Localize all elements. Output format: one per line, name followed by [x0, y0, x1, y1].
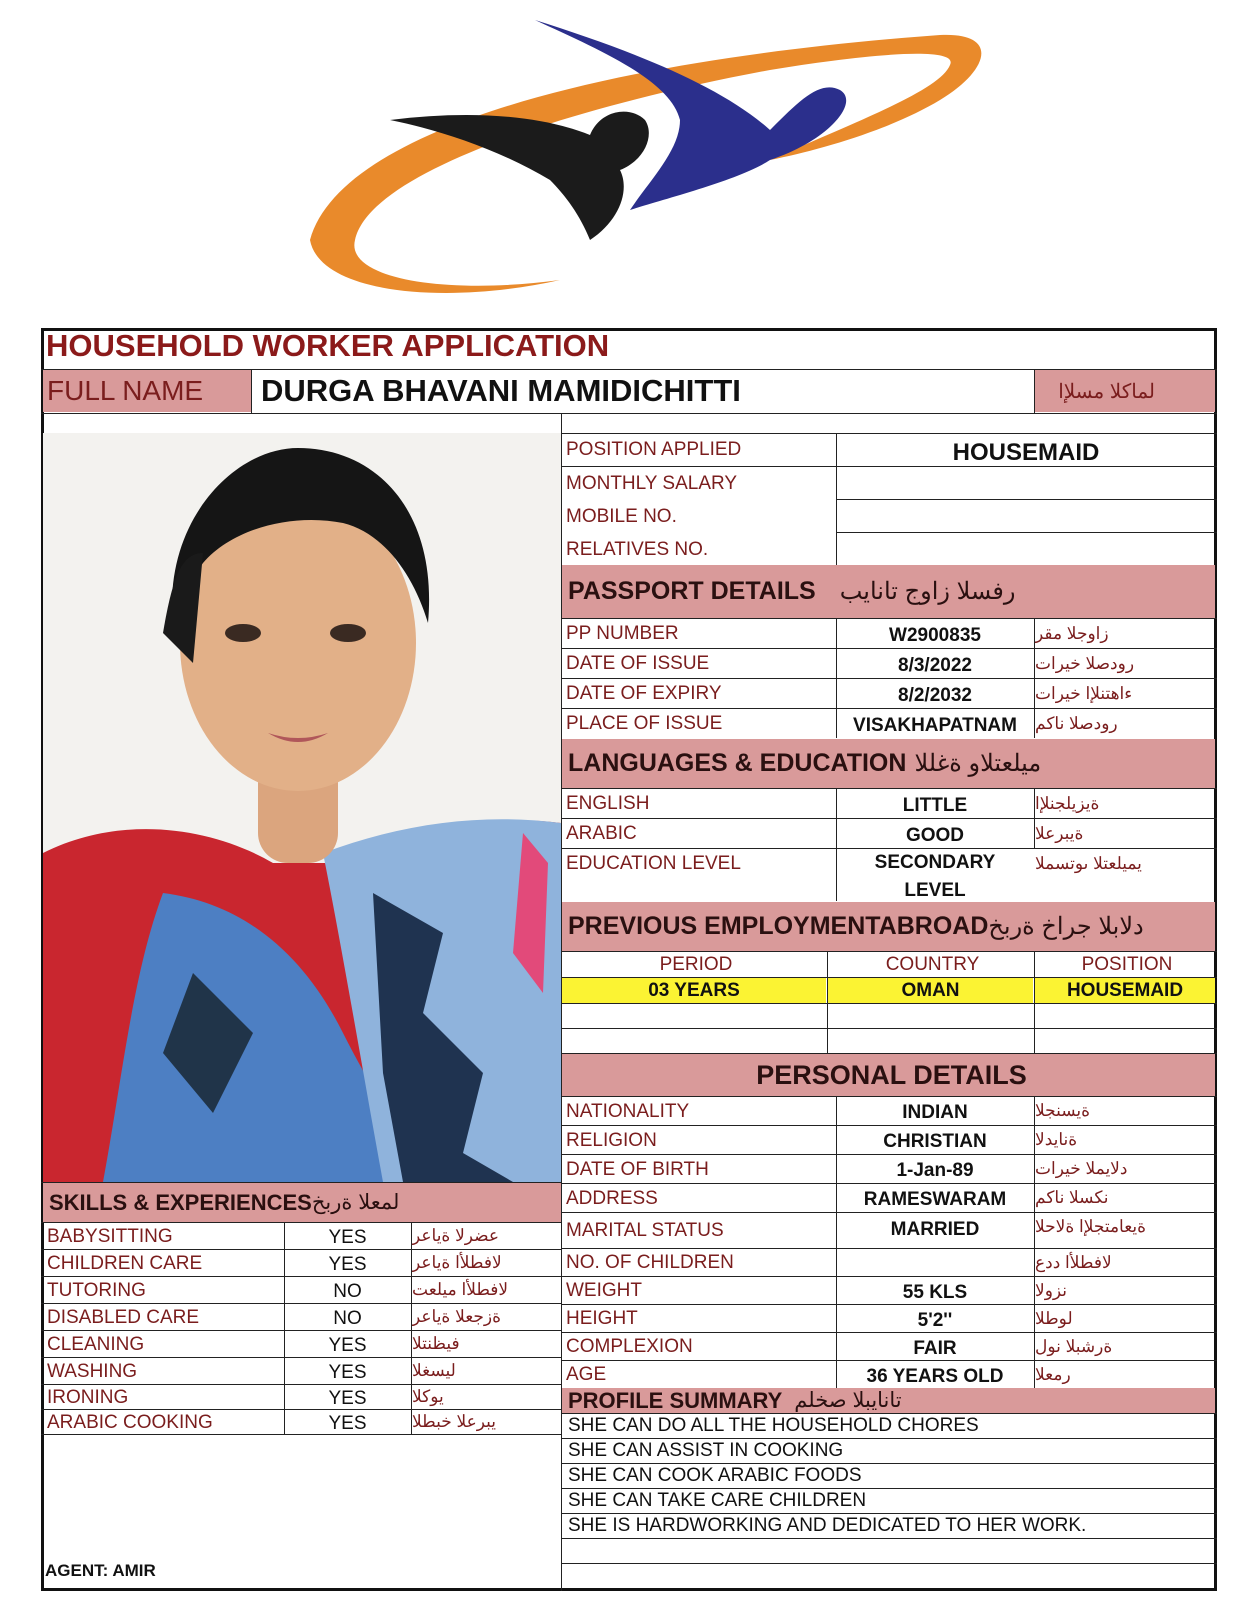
employment-section-header: [562, 902, 1215, 951]
passport-section-header: [562, 565, 1215, 618]
skill-label: IRONING: [47, 1386, 129, 1408]
date-of-birth-label: DATE OF BIRTH: [566, 1158, 709, 1180]
employment-title-arabic: دلابلا جراخ ةربخ: [988, 913, 1144, 940]
no-of-children-arabic: لافطلأا ددع: [1035, 1252, 1112, 1272]
height-label: HEIGHT: [566, 1308, 638, 1329]
education-level-label: EDUCATION LEVEL: [566, 853, 741, 874]
nationality-label: NATIONALITY: [566, 1100, 690, 1122]
date-of-issue-label: DATE OF ISSUE: [566, 653, 710, 674]
height-arabic: لوطلا: [1035, 1308, 1073, 1328]
employment-header-period: PERIOD: [659, 954, 733, 975]
arabic-label: ARABIC: [566, 823, 637, 844]
date-of-birth-value: 1-Jan-89: [896, 1160, 974, 1181]
mobile-no-value: [837, 500, 1215, 532]
languages-title: LANGUAGES & EDUCATION: [568, 749, 907, 777]
complexion-value: FAIR: [913, 1337, 957, 1359]
full-name-value: DURGA BHAVANI MAMIDICHITTI: [261, 373, 741, 408]
date-of-birth-arabic: دلايملا خيرات: [1035, 1159, 1128, 1178]
passport-title: PASSPORT DETAILS: [568, 577, 816, 605]
marital-status-label: MARITAL STATUS: [566, 1219, 724, 1241]
summary-line: SHE CAN DO ALL THE HOUSEHOLD CHORES: [568, 1415, 979, 1436]
weight-label: WEIGHT: [566, 1280, 642, 1301]
skill-label: TUTORING: [47, 1279, 146, 1301]
address-value: RAMESWARAM: [863, 1189, 1007, 1210]
complexion-label: COMPLEXION: [566, 1336, 693, 1357]
nationality-value: INDIAN: [902, 1102, 968, 1123]
skill-label: CHILDREN CARE: [47, 1252, 203, 1274]
skill-label: ARABIC COOKING: [47, 1411, 213, 1433]
skill-arabic: يوكلا: [412, 1387, 444, 1406]
weight-arabic: نزولا: [1035, 1280, 1068, 1300]
no-of-children-value: [837, 1249, 1033, 1276]
skill-value: YES: [328, 1254, 367, 1275]
company-logo: [300, 10, 1020, 310]
full-name-arabic: لماكلا مسلإا: [1035, 370, 1215, 412]
monthly-salary-value: [837, 467, 1215, 499]
summary-line: SHE CAN COOK ARABIC FOODS: [568, 1465, 862, 1486]
place-of-issue-label: PLACE OF ISSUE: [566, 713, 723, 734]
personal-section-header: PERSONAL DETAILS: [562, 1054, 1215, 1096]
skill-label: BABYSITTING: [47, 1225, 173, 1247]
arabic-value: GOOD: [905, 824, 965, 846]
place-of-issue-arabic: رودصلا ناكم: [1035, 713, 1118, 733]
weight-value: 55 KLS: [902, 1281, 968, 1303]
form-title: HOUSEHOLD WORKER APPLICATION: [46, 328, 610, 363]
skill-value: YES: [328, 1362, 367, 1383]
religion-arabic: ةنايدلا: [1035, 1130, 1078, 1149]
summary-title-arabic: تانايبلا صخلم: [794, 1389, 902, 1412]
skill-value: YES: [328, 1227, 367, 1248]
place-of-issue-value: VISAKHAPATNAM: [853, 714, 1017, 736]
employment-row-country: OMAN: [828, 978, 1033, 1003]
date-of-issue-arabic: رودصلا خيرات: [1035, 653, 1135, 673]
nationality-arabic: ةيسنجلا: [1035, 1101, 1091, 1120]
arabic-arabic: ةيبرعلا: [1035, 823, 1084, 843]
employment-header-country: COUNTRY: [885, 954, 980, 975]
skill-arabic: ليسغلا: [412, 1361, 456, 1380]
address-arabic: نكسلا ناكم: [1035, 1188, 1109, 1207]
pp-number-value: W2900835: [889, 624, 981, 646]
languages-section-header: [562, 739, 1215, 788]
skills-title-arabic: لمعلا ةربخ: [311, 1191, 400, 1214]
age-arabic: رمعلا: [1035, 1364, 1071, 1384]
skill-arabic: ةزجعلا ةياعر: [412, 1307, 502, 1326]
age-label: AGE: [566, 1364, 607, 1385]
employment-header-position: POSITION: [1081, 954, 1173, 975]
skill-arabic: عضرلا ةياعر: [412, 1226, 500, 1245]
marital-status-value: MARRIED: [890, 1219, 980, 1240]
employment-row-period: 03 YEARS: [562, 978, 826, 1003]
marital-status-arabic: ةيعامتجلإا ةلاحلا: [1035, 1217, 1147, 1236]
relatives-no-value: [837, 533, 1215, 565]
date-of-expiry-value: 8/2/2032: [898, 684, 972, 706]
skill-value: YES: [328, 1335, 367, 1356]
skill-arabic: يبرعلا خبطلا: [412, 1412, 496, 1431]
english-label: ENGLISH: [566, 793, 650, 814]
applicant-photo: [43, 433, 561, 1182]
skill-arabic: لافطلأا ميلعت: [412, 1280, 509, 1299]
skill-value: NO: [333, 1308, 362, 1329]
employment-row-position: HOUSEMAID: [1035, 978, 1215, 1003]
agent-label: AGENT: AMIR: [45, 1561, 156, 1580]
mobile-no-label: MOBILE NO.: [566, 505, 677, 527]
date-of-expiry-label: DATE OF EXPIRY: [566, 683, 722, 704]
age-value: 36 YEARS OLD: [866, 1365, 1004, 1387]
employment-title: PREVIOUS EMPLOYMENTABROAD: [568, 912, 989, 940]
english-value: LITTLE: [902, 794, 968, 816]
skill-value: YES: [328, 1413, 367, 1434]
height-value: 5'2'': [917, 1309, 953, 1331]
skills-title: SKILLS & EXPERIENCES: [49, 1189, 312, 1215]
skill-value: YES: [328, 1388, 367, 1409]
education-level-line1: SECONDARY: [874, 852, 996, 873]
skill-label: WASHING: [47, 1360, 138, 1382]
position-applied-label: POSITION APPLIED: [566, 439, 742, 460]
skill-label: CLEANING: [47, 1333, 145, 1355]
no-of-children-label: NO. OF CHILDREN: [566, 1252, 734, 1273]
address-label: ADDRESS: [566, 1187, 658, 1209]
skill-label: DISABLED CARE: [47, 1306, 200, 1328]
summary-line: SHE CAN TAKE CARE CHILDREN: [568, 1490, 867, 1511]
pp-number-label: PP NUMBER: [566, 623, 679, 644]
full-name-label: FULL NAME: [43, 370, 251, 412]
summary-line: SHE IS HARDWORKING AND DEDICATED TO HER WORK.: [568, 1515, 1087, 1536]
education-level-arabic: يميلعتلا ىوتسملا: [1035, 853, 1142, 873]
skill-arabic: لافطلأا ةياعر: [412, 1253, 502, 1272]
religion-value: CHRISTIAN: [883, 1131, 987, 1152]
position-applied-value: HOUSEMAID: [952, 438, 1100, 466]
skill-value: NO: [333, 1281, 362, 1302]
date-of-issue-value: 8/3/2022: [898, 654, 972, 676]
passport-title-arabic: رفسلا زاوج تانايب: [839, 578, 1016, 605]
education-level-value: [837, 849, 1033, 901]
monthly-salary-label: MONTHLY SALARY: [566, 472, 738, 494]
english-arabic: ةيزيلجنلإا: [1035, 793, 1100, 813]
complexion-arabic: ةرشبلا نول: [1035, 1336, 1113, 1356]
summary-title: PROFILE SUMMARY: [568, 1387, 783, 1413]
pp-number-arabic: زاوجلا مقر: [1035, 623, 1109, 643]
relatives-no-label: RELATIVES NO.: [566, 538, 709, 560]
religion-label: RELIGION: [566, 1129, 657, 1151]
summary-section-header: [562, 1388, 1215, 1413]
education-level-line2: LEVEL: [904, 880, 966, 901]
languages-title-arabic: ميلعتلاو ةغللا: [914, 750, 1042, 777]
skills-section-header: [43, 1183, 561, 1222]
skill-arabic: فيظنتلا: [412, 1334, 460, 1353]
summary-line: SHE CAN ASSIST IN COOKING: [568, 1440, 844, 1461]
date-of-expiry-arabic: ءاهتنلإا خيرات: [1035, 683, 1133, 703]
